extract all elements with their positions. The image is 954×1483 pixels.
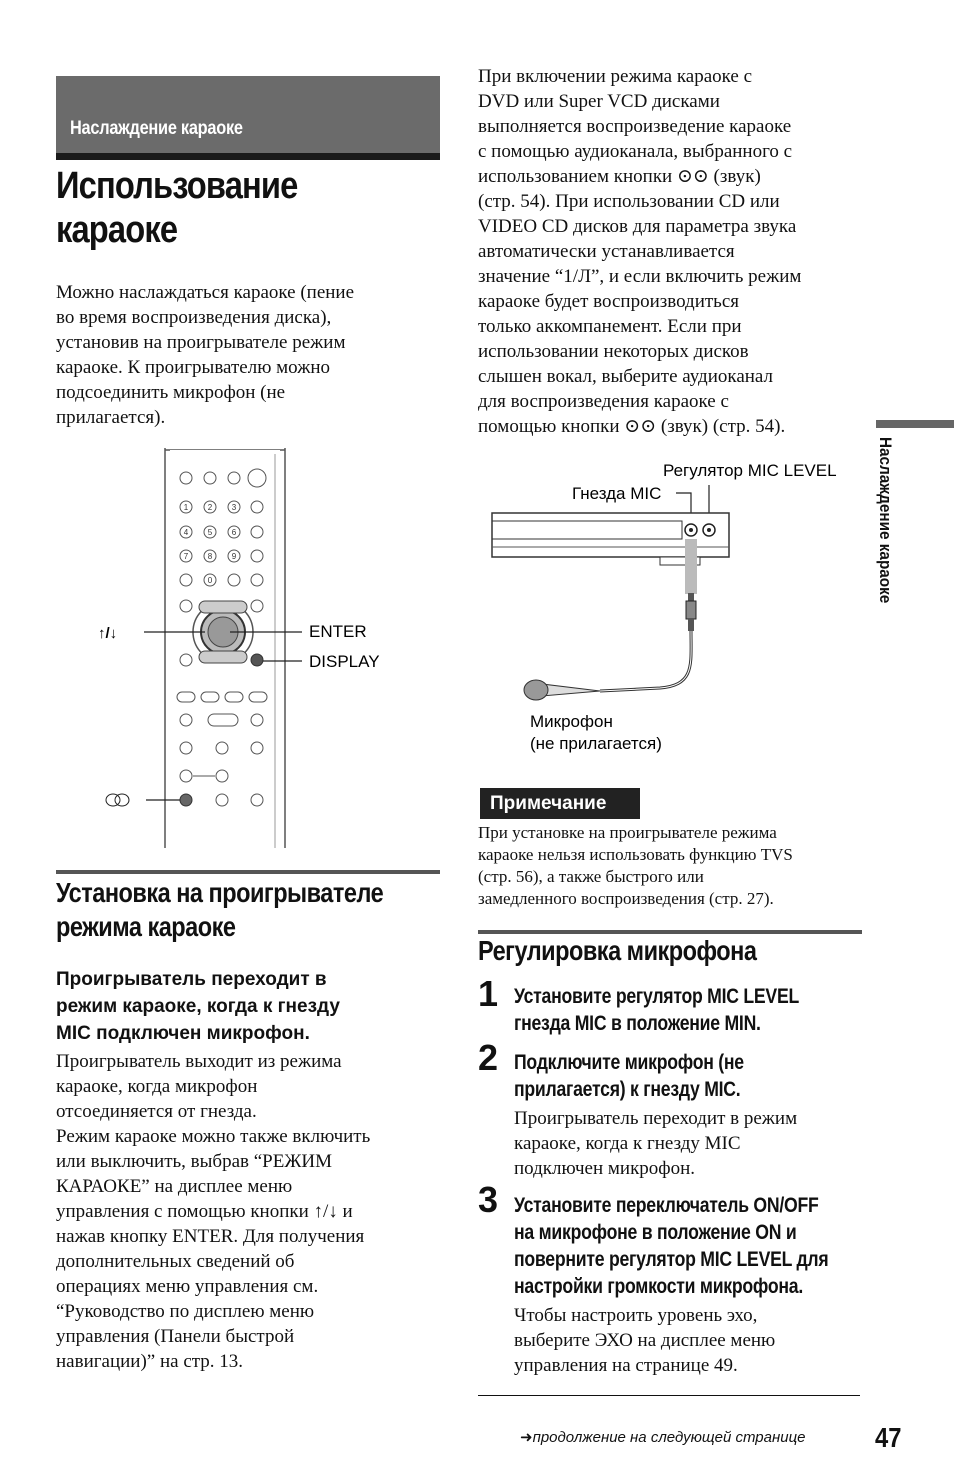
remote-key: 4: [183, 528, 189, 537]
body-line: слышен вокал, выберите аудиоканал: [478, 366, 774, 387]
intro-line: установив на проигрывателе режим: [56, 332, 346, 353]
body-line: При включении режима караоке с: [478, 66, 753, 87]
continued-text: продолжение на следующей странице: [532, 1429, 806, 1446]
body-line: (стр. 54). При использовании CD или: [478, 191, 780, 212]
body-line: выберите ЭХО на дисплее меню: [514, 1330, 776, 1351]
footer-rule: [478, 1395, 860, 1396]
intro-line: Можно наслаждаться караоке (пение: [56, 282, 355, 303]
body-line: помощью кнопки ⊙⊙ (звук) (стр. 54).: [478, 416, 786, 437]
remote-illustration: [90, 448, 410, 848]
display-label: DISPLAY: [309, 652, 380, 671]
body-line: DVD или Super VCD дисками: [478, 91, 720, 112]
continued-note: [520, 1428, 806, 1446]
remote-key: 1: [183, 503, 189, 512]
step-title: [514, 1049, 858, 1103]
step-title-line: настройки громкости микрофона.: [514, 1275, 803, 1298]
remote-key: 0: [207, 576, 213, 585]
intro-line: прилагается).: [56, 407, 166, 428]
setup-heading: [56, 876, 383, 944]
body-line: нажав кнопку ENTER. Для получения: [56, 1226, 365, 1247]
body-line: КАРАОКЕ” на дисплее меню: [56, 1176, 293, 1197]
note-line: (стр. 56), а также быстрого или: [478, 867, 704, 886]
body-line: автоматически устанавливается: [478, 241, 735, 262]
right-intro: [478, 64, 862, 439]
lead-line: MIC подключен микрофон.: [56, 1023, 310, 1044]
setup-body: [56, 1049, 442, 1374]
step-title-line: прилагается) к гнезду MIC.: [514, 1078, 741, 1101]
mic-level-label: Регулятор MIC LEVEL: [663, 461, 837, 480]
step-number: 3: [478, 1179, 499, 1220]
setup-heading-line1: Установка на проигрывателе: [56, 877, 384, 908]
page-title-line1: Использование: [56, 165, 298, 207]
note-line: При установке на проигрывателе режима: [478, 823, 777, 842]
note-line: замедленного воспроизведения (стр. 27).: [478, 889, 774, 908]
body-line: управления с помощью кнопки ↑/↓ и: [56, 1201, 353, 1222]
section-rule: [56, 870, 440, 874]
body-line: караоке, когда к гнезду MIC: [514, 1133, 741, 1154]
enter-label: ENTER: [309, 622, 367, 641]
remote-key: 5: [207, 528, 213, 537]
body-line: с помощью аудиоканала, выбранного с: [478, 141, 793, 162]
setup-heading-line2: режима караоке: [56, 911, 236, 942]
audio-icon: [106, 794, 129, 806]
body-line: караоке будет воспроизводиться: [478, 291, 740, 312]
step-title-line: Подключите микрофон (не: [514, 1051, 744, 1074]
note-line: караоке нельзя использовать функцию TVS: [478, 845, 793, 864]
intro-line: караоке. К проигрывателю можно: [56, 357, 330, 378]
body-line: использовании некоторых дисков: [478, 341, 749, 362]
step-title-line: на микрофоне в положение ON и: [514, 1221, 797, 1244]
section-banner-text: Наслаждение караоке: [70, 118, 243, 139]
step-number: 1: [478, 973, 499, 1014]
body-line: операциях меню управления см.: [56, 1276, 319, 1297]
body-line: отсоединяется от гнезда.: [56, 1101, 257, 1122]
remote-key: 6: [231, 528, 237, 537]
remote-key: 7: [183, 552, 189, 561]
side-tab-label: [875, 437, 905, 637]
lead-line: Проигрыватель переходит в: [56, 969, 327, 990]
lead-line: режим караоке, когда к гнезду: [56, 996, 340, 1017]
body-line: караоке, когда микрофон: [56, 1076, 258, 1097]
body-line: “Руководство по дисплею меню: [56, 1301, 315, 1322]
remote-key: 3: [231, 503, 237, 512]
body-line: VIDEO CD дисков для параметра звука: [478, 216, 797, 237]
intro-line: подсоединить микрофон (не: [56, 382, 286, 403]
page-number: 47: [875, 1422, 902, 1453]
note-text: [478, 822, 862, 910]
step-title-line: Установите переключатель ON/OFF: [514, 1194, 819, 1217]
page-title-line2: караоке: [56, 209, 178, 251]
body-line: или выключить, выбрав “РЕЖИМ: [56, 1151, 332, 1172]
arrow-right-icon: ➜: [520, 1429, 533, 1446]
body-line: подключен микрофон.: [514, 1158, 696, 1179]
note-badge: Примечание: [480, 788, 640, 819]
mic-label-line2: (не прилагается): [530, 734, 662, 753]
body-line: выполняется воспроизведение караоке: [478, 116, 792, 137]
body-line: навигации)” на стр. 13.: [56, 1351, 244, 1372]
step-title-line: поверните регулятор MIC LEVEL для: [514, 1248, 829, 1271]
body-line: только аккомпанемент. Если при: [478, 316, 742, 337]
body-line: Режим караоке можно также включить: [56, 1126, 371, 1147]
body-line: Проигрыватель выходит из режима: [56, 1051, 342, 1072]
step-body: [514, 1303, 864, 1378]
body-line: для воспроизведения караоке с: [478, 391, 729, 412]
step-number: 2: [478, 1037, 499, 1078]
side-tab-text: Наслаждение караоке: [876, 437, 895, 604]
step-title-line: Установите регулятор MIC LEVEL: [514, 985, 799, 1008]
body-line: значение “1/Л”, и если включить режим: [478, 266, 802, 287]
remote-key: 9: [231, 552, 237, 561]
mic-jack-label: Гнезда MIC: [572, 484, 662, 503]
remote-key: 8: [207, 552, 213, 561]
section-banner: [56, 76, 440, 160]
intro-paragraph: [56, 280, 440, 430]
body-line: управления на странице 49.: [514, 1355, 738, 1376]
step-body: [514, 1106, 864, 1181]
body-line: Проигрыватель переходит в режим: [514, 1108, 798, 1129]
mic-heading: Регулировка микрофона: [478, 935, 757, 966]
mic-label-line1: Микрофон: [530, 712, 613, 731]
body-line: использованием кнопки ⊙⊙ (звук): [478, 166, 761, 187]
step-title: [514, 1192, 858, 1300]
body-line: дополнительных сведений об: [56, 1251, 295, 1272]
remote-key: 2: [207, 503, 213, 512]
step-title: [514, 983, 858, 1037]
body-line: управления (Панели быстрой: [56, 1326, 295, 1347]
side-tab-bar: [876, 420, 954, 428]
player-illustration: [480, 455, 870, 755]
intro-line: во время воспроизведения диска),: [56, 307, 332, 328]
body-line: Чтобы настроить уровень эхо,: [514, 1305, 758, 1326]
step-title-line: гнезда MIC в положение MIN.: [514, 1012, 761, 1035]
arrows-label: ↑/↓: [98, 625, 118, 642]
setup-lead: [56, 966, 440, 1047]
page-title: [56, 164, 297, 252]
